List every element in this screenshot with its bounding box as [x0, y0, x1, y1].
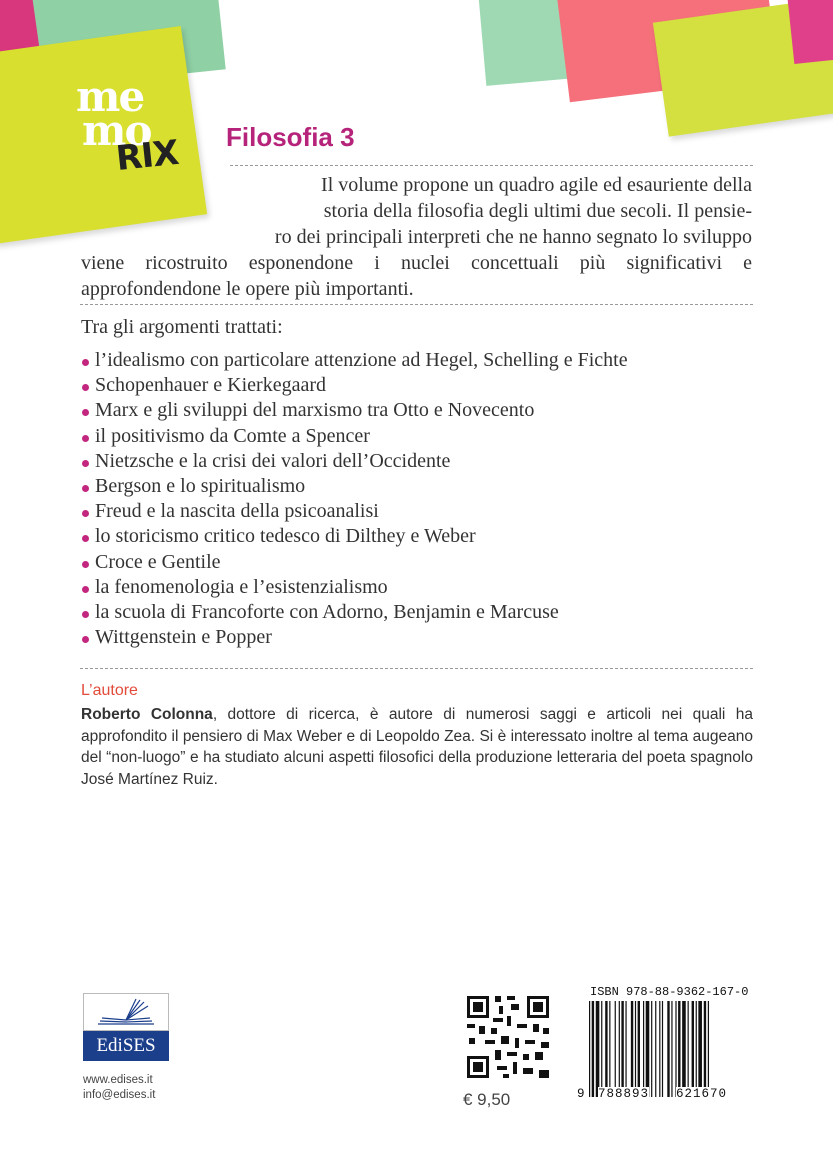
- bullet-icon: [82, 535, 89, 542]
- bullet-icon: [82, 586, 89, 593]
- book-title: Filosofia 3: [226, 122, 355, 152]
- author-bio-text: , dottore di ricerca, è autore di numerosi saggi e articoli nei quali ha approfondito il pensiero di Max Weber e di Leopoldo Zea. Si è interessato inoltre al tema augeano del “non-luogo” e ha studiato alcuni aspetti filosofici della produzione letteraria del poeta spagnolo José Martínez Ruiz.: [81, 706, 753, 788]
- list-item: Schopenhauer e Kierkegaard: [81, 373, 628, 398]
- bullet-icon: [82, 435, 89, 442]
- topics-list: [81, 348, 628, 650]
- isbn: ISBN 978-88-9362-167-0: [590, 985, 749, 999]
- bullet-icon: [82, 485, 89, 492]
- logo-line-3: RIX: [114, 132, 180, 180]
- barcode-digits-left: 788893: [598, 1087, 650, 1101]
- list-item: Wittgenstein e Popper: [81, 625, 628, 650]
- list-item: Freud e la nascita della psicoanalisi: [81, 499, 628, 524]
- publisher-name: EdiSES: [83, 1031, 169, 1061]
- divider: [80, 304, 753, 305]
- list-item: Croce e Gentile: [81, 550, 628, 575]
- logo-line-2: mo: [82, 106, 151, 155]
- book-icon: [83, 993, 169, 1031]
- intro-line: Il volume propone un quadro agile ed esauriente della: [321, 174, 752, 196]
- intro-paragraph: [0, 172, 752, 302]
- barcode-digits-right: 621670: [676, 1087, 728, 1101]
- publisher-email[interactable]: info@edises.it: [83, 1089, 156, 1101]
- bullet-icon: [82, 636, 89, 643]
- intro-line: viene ricostruito esponendone i nuclei concettuali più significativi e: [81, 252, 752, 274]
- bullet-icon: [82, 384, 89, 391]
- author-name: Roberto Colonna: [81, 706, 213, 723]
- publisher-website[interactable]: www.edises.it: [83, 1074, 153, 1086]
- topics-heading: Tra gli argomenti trattati:: [81, 316, 283, 338]
- author-label: L’autore: [81, 682, 138, 699]
- intro-line: ro dei principali interpreti che ne hanno segnato lo sviluppo: [274, 226, 752, 248]
- bullet-icon: [82, 611, 89, 618]
- publisher-logo: [83, 993, 169, 1065]
- barcode: [589, 1001, 749, 1097]
- publisher-contact: [83, 1073, 155, 1103]
- bullet-icon: [82, 460, 89, 467]
- sticky-note-pink: [786, 0, 833, 64]
- divider: [230, 165, 753, 166]
- list-item: Bergson e lo spiritualismo: [81, 474, 628, 499]
- intro-line: storia della filosofia degli ultimi due secoli. Il pensie-: [323, 200, 752, 222]
- list-item: la fenomenologia e l’esistenzialismo: [81, 575, 628, 600]
- list-item: Nietzsche e la crisi dei valori dell’Occidente: [81, 449, 628, 474]
- author-bio: [81, 704, 753, 790]
- list-item: il positivismo da Comte a Spencer: [81, 424, 628, 449]
- bullet-icon: [82, 561, 89, 568]
- divider: [80, 668, 753, 669]
- memorix-logo: [76, 72, 196, 186]
- list-item: Marx e gli sviluppi del marxismo tra Otto e Novecento: [81, 398, 628, 423]
- qr-code: [463, 992, 553, 1082]
- bullet-icon: [82, 409, 89, 416]
- barcode-digit-first: 9: [577, 1087, 586, 1101]
- list-item: lo storicismo critico tedesco di Dilthey e Weber: [81, 524, 628, 549]
- intro-line: approfondendone le opere più importanti.: [81, 278, 414, 300]
- bullet-icon: [82, 359, 89, 366]
- bullet-icon: [82, 510, 89, 517]
- list-item: l’idealismo con particolare attenzione ad Hegel, Schelling e Fichte: [81, 348, 628, 373]
- logo-line-1: me: [76, 72, 144, 121]
- list-item: la scuola di Francoforte con Adorno, Benjamin e Marcuse: [81, 600, 628, 625]
- price: € 9,50: [463, 1090, 511, 1109]
